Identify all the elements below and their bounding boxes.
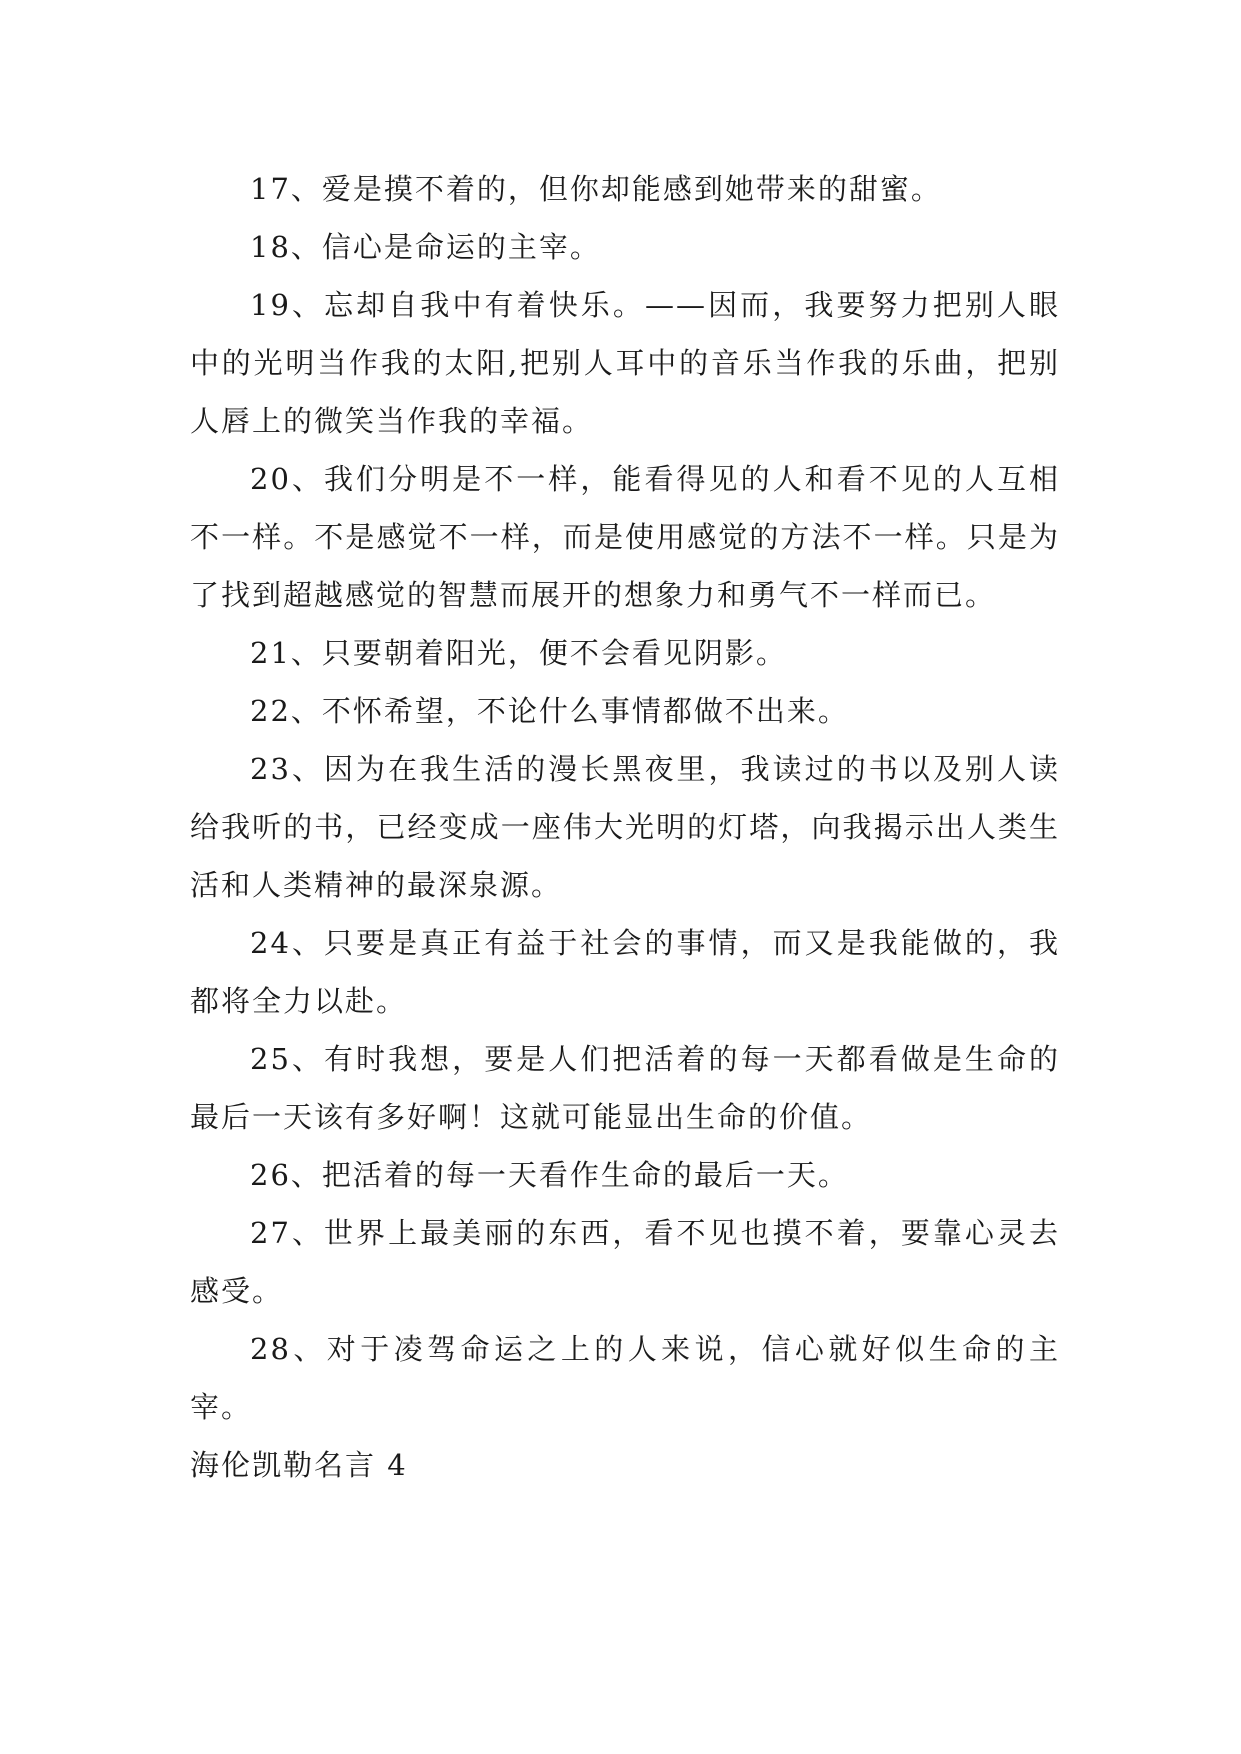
quote-paragraph-25: 25、有时我想，要是人们把活着的每一天都看做是生命的最后一天该有多好啊！这就可能显出生命的价值。 (190, 1042, 1060, 1134)
section-heading: 海伦凯勒名言 4 (190, 1448, 408, 1482)
document-body (190, 160, 1060, 1494)
quote-paragraph-17: 17、爱是摸不着的，但你却能感到她带来的甜蜜。 (250, 172, 942, 206)
quote-paragraph-27: 27、世界上最美丽的东西，看不见也摸不着，要靠心灵去感受。 (190, 1216, 1060, 1308)
quote-paragraph-21: 21、只要朝着阳光，便不会看见阴影。 (250, 636, 787, 670)
quote-paragraph-23: 23、因为在我生活的漫长黑夜里，我读过的书以及别人读给我听的书，已经变成一座伟大光明的灯塔，向我揭示出人类生活和人类精神的最深泉源。 (190, 752, 1060, 902)
quote-paragraph-18: 18、信心是命运的主宰。 (250, 230, 601, 264)
quote-paragraph-24: 24、只要是真正有益于社会的事情，而又是我能做的，我都将全力以赴。 (190, 926, 1060, 1018)
quote-paragraph-22: 22、不怀希望，不论什么事情都做不出来。 (250, 694, 849, 728)
quote-paragraph-20: 20、我们分明是不一样，能看得见的人和看不见的人互相不一样。不是感觉不一样，而是使用感觉的方法不一样。只是为了找到超越感觉的智慧而展开的想象力和勇气不一样而已。 (190, 462, 1060, 612)
quote-paragraph-26: 26、把活着的每一天看作生命的最后一天。 (250, 1158, 849, 1192)
quote-paragraph-28: 28、对于凌驾命运之上的人来说，信心就好似生命的主宰。 (190, 1332, 1060, 1424)
quote-paragraph-19: 19、忘却自我中有着快乐。——因而，我要努力把别人眼中的光明当作我的太阳,把别人耳中的音乐当作我的乐曲，把别人唇上的微笑当作我的幸福。 (190, 288, 1060, 438)
